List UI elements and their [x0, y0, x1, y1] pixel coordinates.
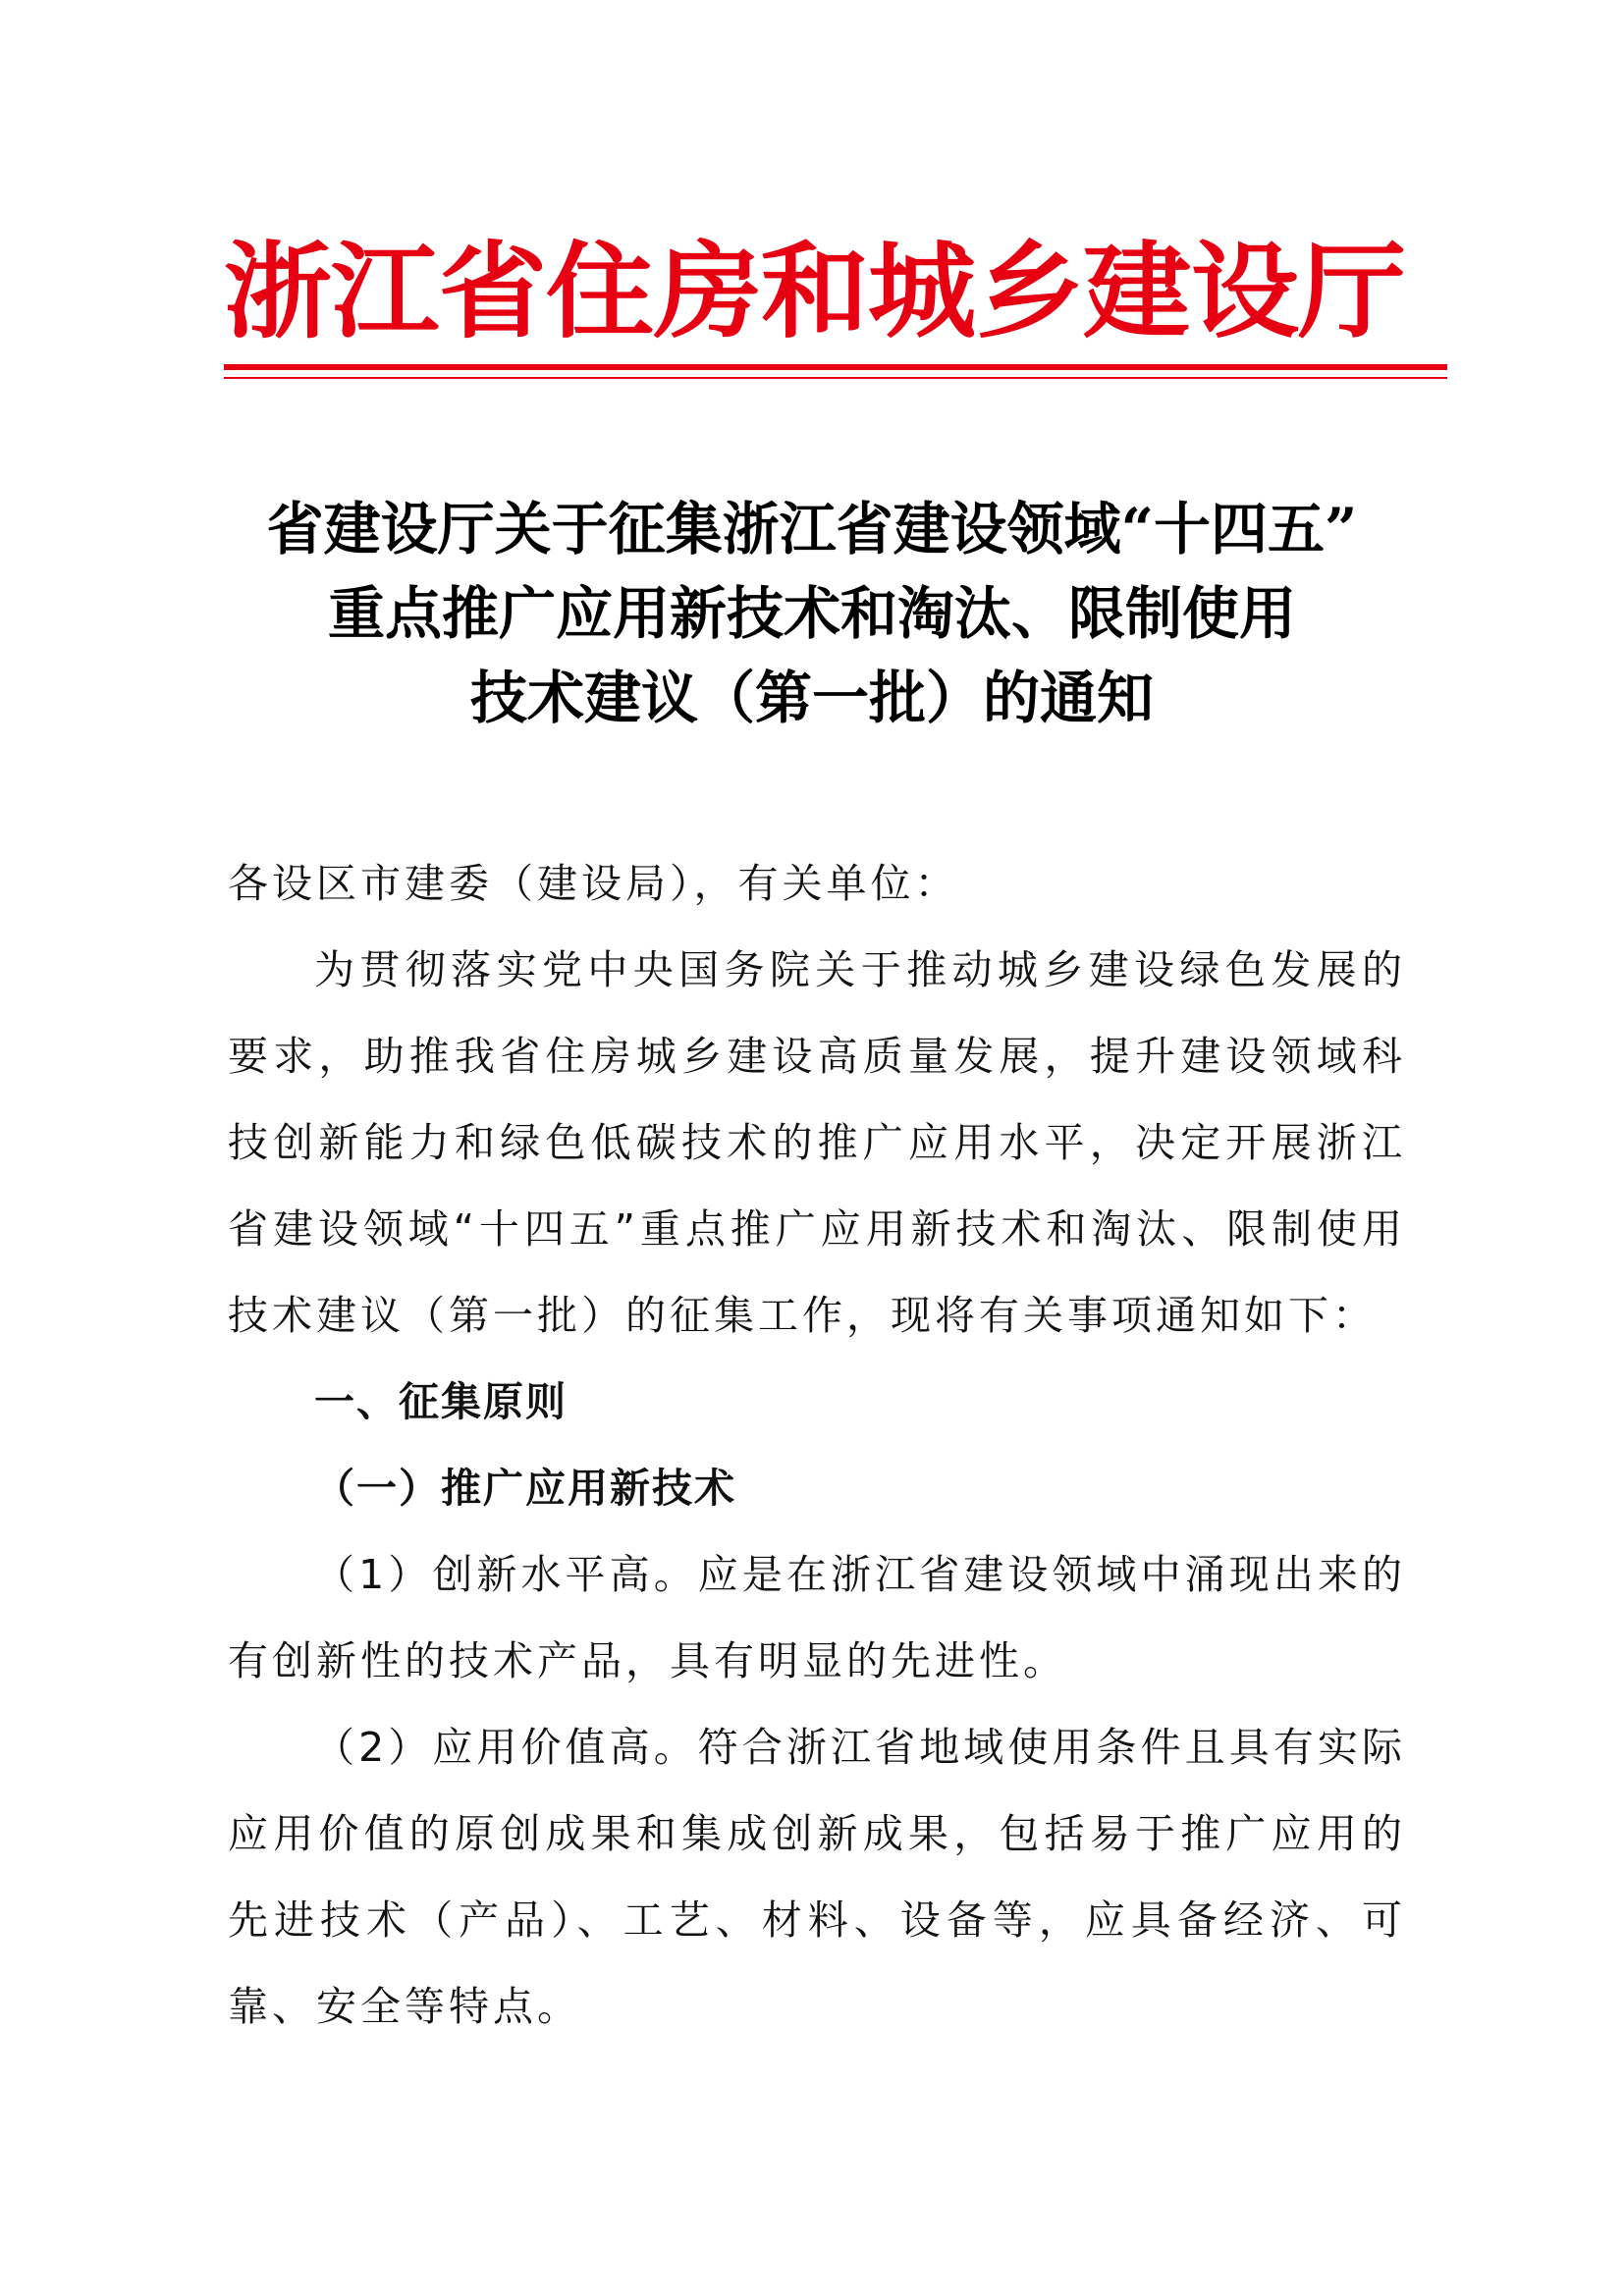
section-heading: 一、征集原则 — [314, 1378, 568, 1425]
document-title — [196, 487, 1428, 740]
masthead-char: 房 — [653, 230, 762, 352]
document-body — [228, 840, 1406, 2050]
title-line-3: 技术建议（第一批）的通知 — [469, 665, 1154, 731]
title-line-1: 省建设厅关于征集浙江省建设领域“十四五” — [266, 496, 1358, 562]
item-paragraph-2: （2）应用价值高。符合浙江省地域使用条件且具有实际应用价值的原创成果和集成创新成果，包括易于推广应用的先进技术（产品）、工艺、材料、设备等，应具备经济、可靠、安全等特点。 — [228, 1724, 1406, 2030]
masthead-rule-thin — [224, 377, 1447, 379]
intro-paragraph: 为贯彻落实党中央国务院关于推动城乡建设绿色发展的要求，助推我省住房城乡建设高质量发展，提升建设领域科技创新能力和绿色低碳技术的推广应用水平，决定开展浙江省建设领域“十四五”重点推广应用新技术和淘汰、限制使用技术建议（第一批）的征集工作，现将有关事项通知如下： — [228, 946, 1406, 1339]
item-paragraph-1: （1）创新水平高。应是在浙江省建设领域中涌现出来的有创新性的技术产品，具有明显的先进性。 — [228, 1551, 1406, 1684]
masthead-char: 住 — [546, 230, 655, 352]
masthead-rule-thick — [224, 364, 1447, 370]
masthead-char: 和 — [760, 230, 870, 352]
masthead-char: 设 — [1190, 230, 1299, 352]
masthead-char: 江 — [331, 230, 440, 352]
masthead-char: 厅 — [1297, 230, 1407, 352]
masthead-char: 城 — [868, 230, 977, 352]
masthead-char: 建 — [1083, 230, 1192, 352]
subsection-heading: （一）推广应用新技术 — [314, 1465, 736, 1512]
title-line-2: 重点推广应用新技术和淘汰、限制使用 — [327, 580, 1296, 647]
masthead-char: 省 — [438, 230, 547, 352]
masthead-char: 浙 — [223, 230, 333, 352]
masthead-title — [223, 228, 1407, 355]
masthead-char: 乡 — [975, 230, 1084, 352]
salutation: 各设区市建委（建设局），有关单位： — [228, 860, 959, 907]
